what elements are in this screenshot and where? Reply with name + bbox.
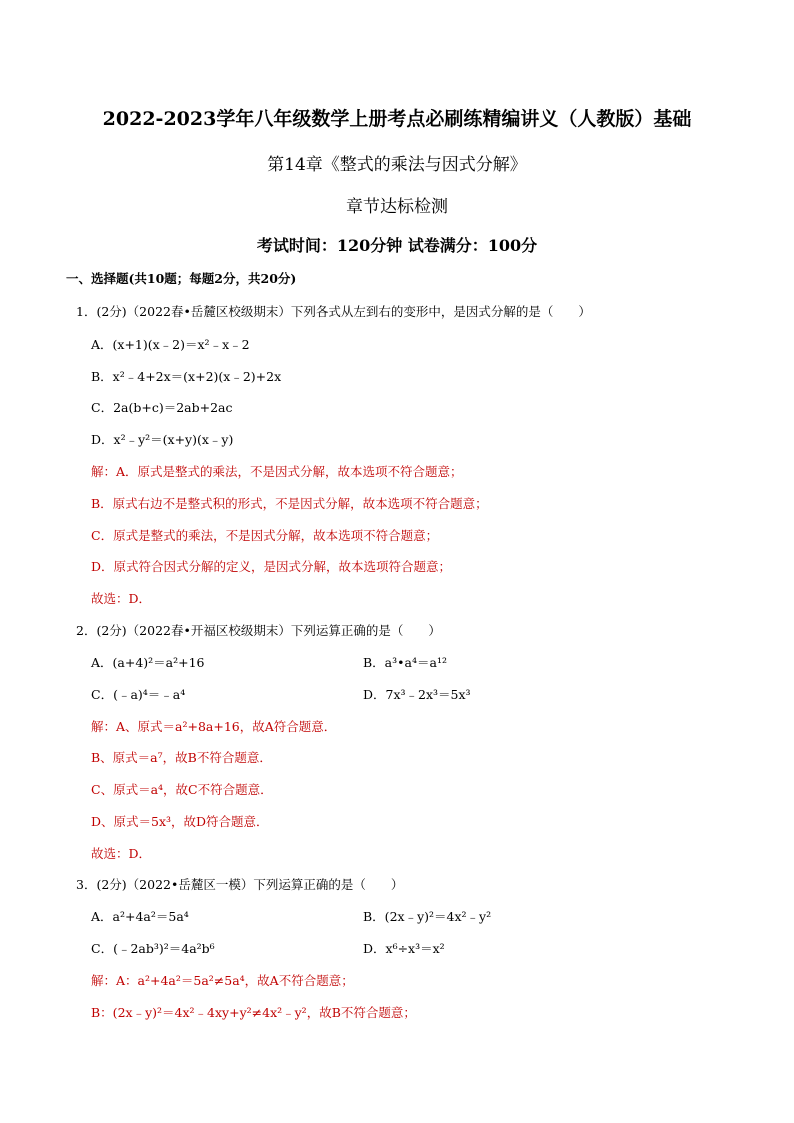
question-2-solution-line: B、原式＝a⁷，故B不符合题意．: [91, 750, 272, 765]
question-3-option-d: D．x⁶÷x³＝x²: [363, 941, 445, 956]
chapter-title: 第14章《整式的乘法与因式分解》: [267, 155, 527, 175]
question-1-option-a: A．(x+1)(x﹣2)＝x²﹣x﹣2: [91, 337, 250, 352]
question-3-option-a: A．a²+4a²＝5a⁴: [91, 909, 189, 924]
document-subtitle: 章节达标检测: [346, 197, 448, 217]
question-2-answer: 故选：D．: [91, 846, 152, 861]
question-2-option-a: A．(a+4)²＝a²+16: [91, 655, 205, 670]
question-1-answer: 故选：D．: [91, 591, 152, 606]
question-2-solution-line: C、原式＝a⁴，故C不符合题意．: [91, 782, 273, 797]
question-3-stem: 3．(2分)（2022•岳麓区一模）下列运算正确的是（ ）: [76, 877, 404, 892]
question-1-solution-line: 解：A．原式是整式的乘法，不是因式分解，故本选项不符合题意；: [91, 464, 463, 479]
section-heading: 一、选择题(共10题；每题2分，共20分): [66, 271, 297, 286]
question-2-option-d: D．7x³﹣2x³＝5x³: [363, 687, 471, 702]
question-1-stem: 1．(2分)（2022春•岳麓区校级期末）下列各式从左到右的变形中，是因式分解的是（ ）: [76, 304, 591, 319]
question-3-option-c: C．(﹣2ab³)²＝4a²b⁶: [91, 941, 215, 956]
exam-info: 考试时间：120分钟 试卷满分：100分: [256, 236, 538, 255]
question-1-solution-line: B．原式右边不是整式积的形式，不是因式分解，故本选项不符合题意；: [91, 496, 488, 511]
document-title: 2022-2023学年八年级数学上册考点必刷练精编讲义（人教版）基础: [102, 108, 692, 130]
question-2-option-c: C．(﹣a)⁴＝﹣a⁴: [91, 687, 186, 702]
question-2-solution-line: D、原式＝5x³，故D符合题意．: [91, 814, 269, 829]
question-1-option-b: B．x²﹣4+2x＝(x+2)(x﹣2)+2x: [91, 369, 282, 384]
question-3-option-b: B．(2x﹣y)²＝4x²﹣y²: [363, 909, 492, 924]
question-3-solution-line: B：(2x﹣y)²＝4x²﹣4xy+y²≠4x²﹣y²，故B不符合题意；: [91, 1005, 416, 1020]
question-2-option-b: B．a³•a⁴＝a¹²: [363, 655, 447, 670]
question-1-solution-line: C．原式是整式的乘法，不是因式分解，故本选项不符合题意；: [91, 528, 439, 543]
question-1-option-d: D．x²﹣y²＝(x+y)(x﹣y): [91, 432, 234, 447]
question-2-stem: 2．(2分)（2022春•开福区校级期末）下列运算正确的是（ ）: [76, 623, 441, 638]
question-2-solution-line: 解：A、原式＝a²+8a+16，故A符合题意．: [91, 719, 337, 734]
question-1-solution-line: D．原式符合因式分解的定义，是因式分解，故本选项符合题意；: [91, 559, 452, 574]
question-3-solution-line: 解：A：a²+4a²＝5a²≠5a⁴，故A不符合题意；: [91, 973, 354, 988]
question-1-option-c: C．2a(b+c)＝2ab+2ac: [91, 400, 233, 415]
